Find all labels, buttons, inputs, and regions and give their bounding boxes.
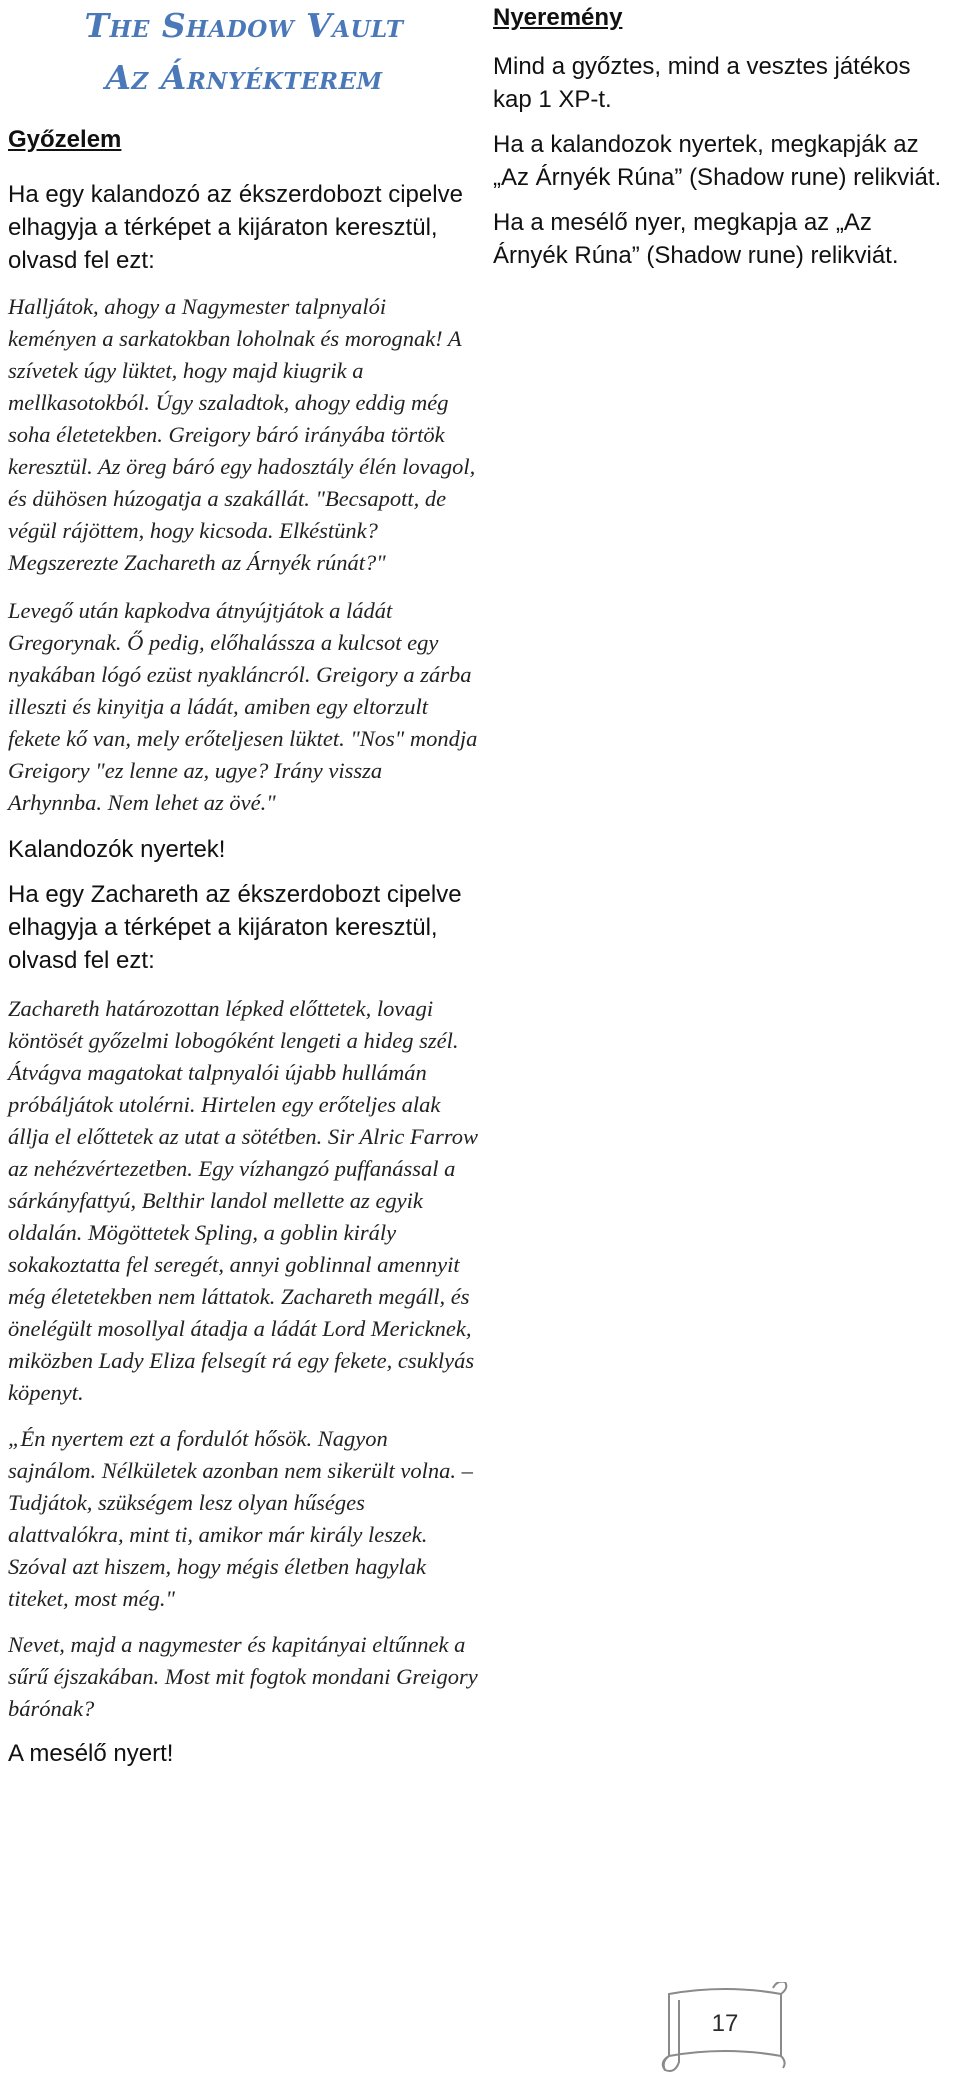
reward-heroes-relic: Ha a kalandozok nyertek, megkapják az „Az Árnyék Rúna” (Shadow rune) relikviát.	[493, 131, 942, 191]
page-title	[8, 0, 480, 104]
heroes-narration-2: Levegő után kapkodva átnyújtjátok a ládát Gregorynak. Ő pedig, előhalássza a kulcsot egy nyakában lógó ezüst nyakláncról. Greigory a zárba illeszti és kinyitja a ládát, amiben egy eltorzult fekete kő van, mely erőteljesen lüktet. "Nos" mondja Greigory "ez lenne az, ugye? Irány vissza Arhynnba. Nem lehet az övé."	[8, 598, 478, 815]
overlord-win-result: A mesélő nyert!	[8, 1740, 174, 1767]
overlord-exit-intro: Ha egy Zachareth az ékszerdobozt cipelve elhagyja a térképet a kijáraton keresztül, olvasd fel ezt:	[8, 881, 462, 974]
heroes-exit-intro: Ha egy kalandozó az ékszerdobozt cipelve elhagyja a térképet a kijáraton keresztül, olvasd fel ezt:	[8, 181, 463, 274]
page-number-scroll	[655, 1982, 795, 2074]
heroes-win-result: Kalandozók nyertek!	[8, 836, 226, 863]
overlord-narration-3: Nevet, majd a nagymester és kapitányai eltűnnek a sűrű éjszakában. Most mit fogtok mondani Greigory bárónak?	[8, 1632, 478, 1721]
reward-heading: Nyeremény	[493, 4, 623, 31]
reward-xp: Mind a győztes, mind a vesztes játékos kap 1 XP-t.	[493, 53, 911, 113]
overlord-narration-1: Zachareth határozottan lépked előttetek, lovagi köntösét győzelmi lobogóként lengeti a hideg szél. Átvágva magatokat talpnyalói újabb hullámán próbáljátok utolérni. Hirtelen egy erőteljes alak állja el előttetek az utat a sötétben. Sir Alric Farrow az nehézvértezetben. Egy vízhangzó puffanással a sárkányfattyú, Belthir landol mellette az egyik oldalán. Mögöttetek Spling, a goblin király sokakoztatta fel seregét, annyi goblinnal amennyit még életetekben nem láttatok. Zachareth megáll, és önelégült mosollyal átadja a ládát Lord Mericknek, miközben Lady Eliza felsegít rá egy fekete, csuklyás köpenyt.	[8, 996, 478, 1405]
page-number: 17	[711, 2010, 739, 2037]
overlord-narration-2: „Én nyertem ezt a fordulót hősök. Nagyon sajnálom. Nélkületek azonban nem sikerült volna. – Tudjátok, szükségem lesz olyan hűséges alattvalókra, mint ti, amikor már király leszek. Szóval azt hiszem, hogy mégis életben hagylak titeket, most még."	[8, 1426, 473, 1611]
reward-overlord-relic: Ha a mesélő nyer, megkapja az „Az Árnyék Rúna” (Shadow rune) relikviát.	[493, 209, 899, 269]
title-hungarian: Az Árnyékterem	[105, 58, 383, 97]
heroes-narration-1: Halljátok, ahogy a Nagymester talpnyalói keményen a sarkatokban loholnak és morognak! A szívetek úgy lüktet, hogy majd kiugrik a mellkasotokból. Úgy szaladtok, ahogy eddig még soha életetekben. Greigory báró irányába törtök keresztül. Az öreg báró egy hadosztály élén lovagol, és dühösen húzogatja a szakállát. "Becsapott, de végül rájöttem, hogy kicsoda. Elkéstünk? Megszerezte Zachareth az Árnyék rúnát?"	[8, 294, 476, 575]
left-column	[8, 0, 480, 1770]
title-english: The Shadow Vault	[84, 6, 404, 45]
victory-heading: Győzelem	[8, 126, 122, 153]
right-column	[493, 0, 953, 272]
